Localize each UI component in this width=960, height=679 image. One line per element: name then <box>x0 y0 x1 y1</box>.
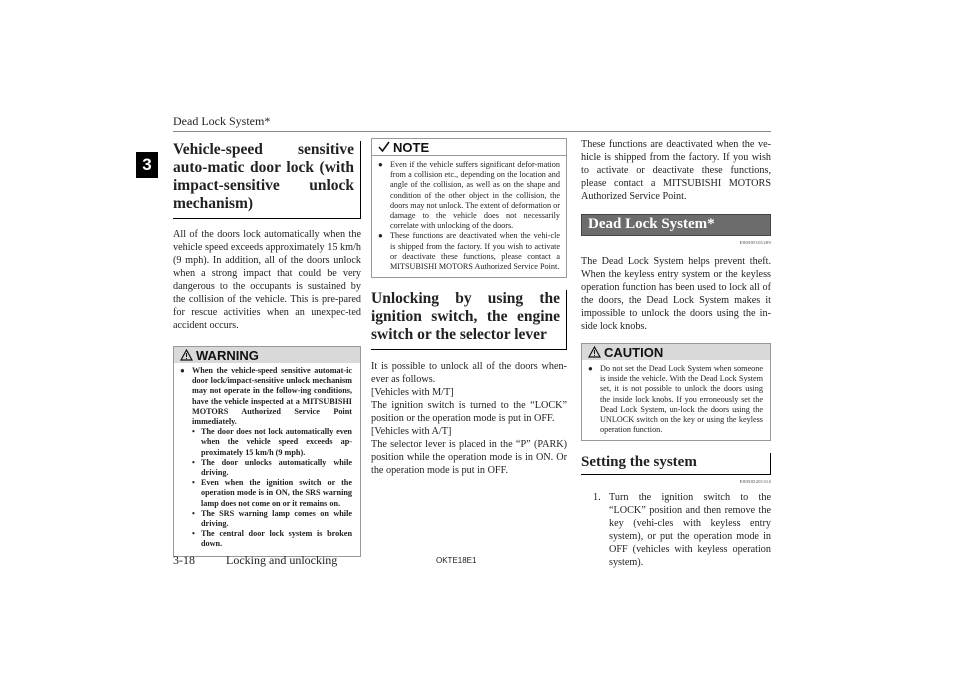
bullet-icon: ● <box>378 231 383 241</box>
bullet-icon: ● <box>588 364 593 373</box>
note-bullet: ● Even if the vehicle suffers significant defor-mation from a collision etc., depending on the location and angle of the collision, as well as on the shape and condition of the other object in the collision, the doors may not unlock. The extent of deformation or damage to the vehicle does not necessarily correlate with unlocking of the doors. <box>378 160 560 231</box>
caution-box <box>581 343 771 441</box>
warning-box <box>173 346 361 557</box>
caution-triangle-icon <box>588 346 601 358</box>
caution-label: CAUTION <box>604 344 664 360</box>
warning-triangle-icon <box>180 349 193 361</box>
warning-subitem: • The door does not lock automatically even when the vehicle speed exceeds ap-proximately 15 km/h (9 mph). <box>192 427 352 457</box>
section-code: E00505201314 <box>739 479 771 485</box>
chapter-tab: 3 <box>136 152 158 178</box>
column-2 <box>371 138 567 477</box>
warning-subitem: • Even when the ignition switch or the operation mode is in ON, the SRS warning lamp does not come on or it remains on. <box>192 478 352 508</box>
caution-bullet: ● Do not set the Dead Lock System when someone is inside the vehicle. With the Dead Lock System set, it is not possible to unlock the doors using the inside lock knobs. If you erroneously set the Dead Lock System, un-lock the doors using the UNLOCK switch on the key or using the keyless operation function. <box>588 364 763 435</box>
warning-main-text: When the vehicle-speed sensitive automat-ic door lock/impact-sensitive unlock mechanism may not operate in the follow-ing conditions, have the vehicle inspected at a MITSUBISHI MOTORS Authorized Service Point immediately. <box>192 366 352 427</box>
section-title-box <box>173 141 361 219</box>
step-text: Turn the ignition switch to the “LOCK” position and then remove the key (vehi-cles with keyless entry system), or put the operation mode in OFF (vehicles with keyless operation system). <box>609 492 771 569</box>
warning-body <box>174 363 360 556</box>
caution-header <box>582 344 770 360</box>
caution-body <box>582 360 770 440</box>
footer-section: Locking and unlocking <box>226 553 338 567</box>
column-3 <box>581 138 771 569</box>
unlocking-para: It is possible to unlock all of the doors when-ever as follows. <box>371 361 567 386</box>
warning-subitem: • The central door lock system is broken down. <box>192 529 352 549</box>
note-label: NOTE <box>393 139 430 155</box>
note-check-icon <box>378 141 390 153</box>
warning-bullet <box>180 366 352 427</box>
warning-subitem: • The door unlocks automatically while driving. <box>192 457 352 478</box>
setting-title: Setting the system <box>581 454 697 471</box>
note-body <box>372 156 566 277</box>
page-header: Dead Lock System* <box>173 114 271 128</box>
note-box <box>371 138 567 278</box>
unlocking-para: The selector lever is placed in the “P” (PARK) position while the operation mode is in ON. Or the operation mode is put in OFF. <box>371 439 567 477</box>
dead-lock-title: Dead Lock System* <box>588 216 715 232</box>
header-rule <box>173 131 771 132</box>
footer-code: OKTE18E1 <box>436 556 477 565</box>
page-number: 3-18 <box>173 553 195 567</box>
step-item <box>581 491 771 569</box>
section-code: E00505101209 <box>739 240 771 245</box>
unlocking-para: The ignition switch is turned to the “LOCK” position or the operation mode is put in OFF. <box>371 400 567 425</box>
setting-title-bar <box>581 453 771 475</box>
auto-lock-body: All of the doors lock automatically when the vehicle speed exceeds approximately 15 km/h (9 mph). In addition, all of the doors unlock when a strong impact that could be very dangerous to the occupants is sustained by the collision of the vehicle. This is pre-pared for rescue activities when an unexpec-ted accident occurs. <box>173 229 361 331</box>
bullet-icon: ● <box>180 366 185 375</box>
deactivated-para: These functions are deactivated when the ve-hicle is shipped from the factory. If you wish to activate or deactivate these functions, please contact a MITSUBISHI MOTORS Authorized Service Point. <box>581 139 771 202</box>
section-title-box <box>371 290 567 350</box>
dead-lock-body: The Dead Lock System helps prevent theft. When the keyless entry system or the keyless operation function has been used to lock all of the doors, the Dead Lock System makes it impossible to unlock the doors using the in-side lock knobs. <box>581 256 771 332</box>
warning-label: WARNING <box>196 347 259 363</box>
step-number: 1. <box>593 492 601 504</box>
note-bullet: ● These functions are deactivated when the vehi-cle is shipped from the factory. If you wish to activate or deactivate these functions, please contact a MITSUBISHI MOTORS Authorized Service Point. <box>378 231 560 272</box>
column-1 <box>173 141 361 557</box>
unlocking-para: [Vehicles with M/T] <box>371 387 454 399</box>
warning-subitem: • The SRS warning lamp comes on while driving. <box>192 508 352 529</box>
unlocking-para: [Vehicles with A/T] <box>371 426 452 438</box>
bullet-icon: ● <box>378 160 383 169</box>
section-title-unlocking: Unlocking by using the ignition switch, the engine switch or the selector lever <box>371 290 560 344</box>
warning-header <box>174 347 360 363</box>
section-title-auto-lock: Vehicle-speed sensitive auto-matic door lock (with impact-sensitive unlock mechanism) <box>173 141 354 212</box>
dead-lock-banner <box>581 214 771 236</box>
note-header <box>372 139 566 156</box>
